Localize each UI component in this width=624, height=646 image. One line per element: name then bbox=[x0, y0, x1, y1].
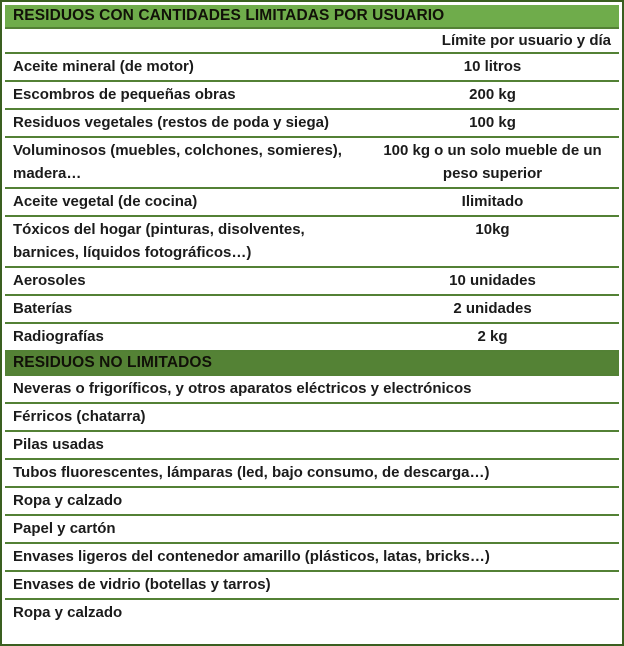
table-row bbox=[5, 600, 619, 626]
table-row bbox=[5, 189, 619, 217]
limit-cell: 10 unidades bbox=[449, 272, 536, 289]
item-cell: Aceite mineral (de motor) bbox=[13, 58, 194, 75]
section-header-limited: RESIDUOS CON CANTIDADES LIMITADAS POR USUARIO bbox=[5, 5, 619, 29]
table-row bbox=[5, 324, 619, 352]
table-row bbox=[5, 54, 619, 82]
item-cell: Voluminosos (muebles, colchones, somieres), madera… bbox=[13, 142, 342, 182]
item-cell: Baterías bbox=[13, 300, 73, 317]
limit-cell: 2 unidades bbox=[453, 300, 532, 317]
item-cell: Radiografías bbox=[13, 328, 104, 345]
limit-column-header: Límite por usuario y día bbox=[441, 31, 611, 49]
table-row bbox=[5, 138, 619, 189]
item-cell: Envases ligeros del contenedor amarillo (plásticos, latas, bricks…) bbox=[13, 548, 490, 565]
limit-cell: Ilimitado bbox=[461, 193, 524, 210]
table-row bbox=[5, 460, 619, 488]
item-cell: Residuos vegetales (restos de poda y siega) bbox=[13, 114, 329, 131]
item-cell: Ropa y calzado bbox=[13, 604, 123, 621]
table-row bbox=[5, 110, 619, 138]
table-row bbox=[5, 82, 619, 110]
column-header-row bbox=[5, 29, 619, 54]
item-cell: Ropa y calzado bbox=[13, 492, 123, 509]
item-cell: Pilas usadas bbox=[13, 436, 104, 453]
table-row bbox=[5, 296, 619, 324]
table-row bbox=[5, 488, 619, 516]
table-row bbox=[5, 404, 619, 432]
table-row bbox=[5, 268, 619, 296]
section-header-unlimited: RESIDUOS NO LIMITADOS bbox=[5, 352, 619, 376]
item-cell: Aceite vegetal (de cocina) bbox=[13, 193, 198, 210]
item-cell: Tóxicos del hogar (pinturas, disolventes, barnices, líquidos fotográficos…) bbox=[13, 221, 305, 261]
limit-cell: 100 kg o un solo mueble de un peso superior bbox=[383, 142, 602, 182]
item-cell: Escombros de pequeñas obras bbox=[13, 86, 236, 103]
table-row bbox=[5, 544, 619, 572]
limit-cell: 200 kg bbox=[469, 86, 516, 103]
item-cell: Férricos (chatarra) bbox=[13, 408, 146, 425]
limit-cell: 2 kg bbox=[477, 328, 508, 345]
table-row bbox=[5, 376, 619, 404]
table-row bbox=[5, 516, 619, 544]
table-row bbox=[5, 217, 619, 268]
item-cell: Papel y cartón bbox=[13, 520, 116, 537]
limit-cell: 10kg bbox=[475, 221, 510, 238]
table-row bbox=[5, 572, 619, 600]
table-row bbox=[5, 432, 619, 460]
item-cell: Aerosoles bbox=[13, 272, 86, 289]
item-cell: Tubos fluorescentes, lámparas (led, bajo consumo, de descarga…) bbox=[13, 464, 490, 481]
item-cell: Neveras o frigoríficos, y otros aparatos eléctricos y electrónicos bbox=[13, 380, 472, 397]
limit-cell: 10 litros bbox=[463, 58, 522, 75]
item-cell: Envases de vidrio (botellas y tarros) bbox=[13, 576, 271, 593]
limit-cell: 100 kg bbox=[469, 114, 516, 131]
